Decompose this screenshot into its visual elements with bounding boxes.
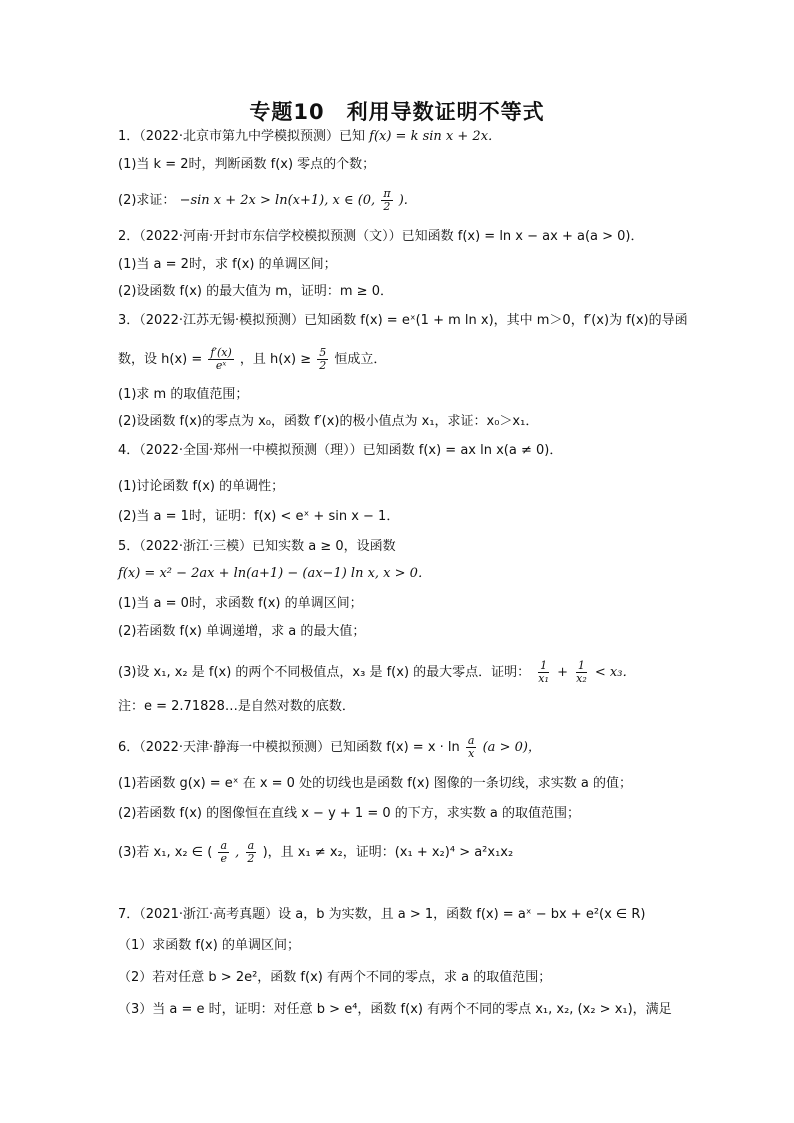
problem-5-part-2: (2)若函数 f(x) 单调递增，求 a 的最大值； (118, 624, 366, 639)
problem-1-text: 1．（2022·北京市第九中学模拟预测）已知 (118, 129, 365, 144)
problem-5-function: f(x) = x² − 2ax + ln(a+1) − (ax−1) ln x, x > 0． (118, 566, 431, 581)
problem-5-part-3 (118, 660, 635, 685)
problem-3-text-mid: ，且 h(x) ≥ (239, 352, 312, 367)
problem-6-stem (118, 735, 541, 760)
problem-5-stem: 5．（2022·浙江·三模）已知实数 a ≥ 0，设函数 (118, 539, 396, 554)
fraction-denominator: e (220, 852, 227, 865)
a-over-e-fraction (218, 840, 229, 865)
fraction-numerator: 1 (577, 659, 585, 672)
problem-4-part-2: (2)当 a = 1时，证明：f(x) < eˣ + sin x − 1． (118, 509, 400, 524)
problem-2-stem: 2．（2022·河南·开封市东信学校模拟预测（文））已知函数 f(x) = ln x − ax + a(a > 0)． (118, 229, 644, 244)
problem-6-part-2: (2)若函数 f(x) 的图像恒在直线 x − y + 1 = 0 的下方，求实数 a 的取值范围； (118, 806, 580, 821)
problem-1-part-2 (118, 188, 408, 213)
problem-7-part-1: （1）求函数 f(x) 的单调区间； (118, 938, 300, 953)
fraction-denominator: 2 (319, 359, 327, 372)
problem-6-text: 6．（2022·天津·静海一中模拟预测）已知函数 f(x) = x · ln (118, 740, 460, 755)
problem-1-part-2-label: (2)求证： (118, 193, 176, 208)
problem-2-part-2: (2)设函数 f(x) 的最大值为 m，证明：m ≥ 0． (118, 284, 393, 299)
fraction-numerator: π (383, 187, 391, 200)
problem-1-stem (118, 128, 501, 146)
pi-over-2-fraction (381, 188, 392, 213)
problem-6-text-tail: (a > 0)， (482, 740, 541, 755)
plus-sign: + (557, 665, 568, 680)
problem-3-part-2: (2)设函数 f(x)的零点为 x₀，函数 f′(x)的极小值点为 x₁，求证：x₀＞x₁． (118, 414, 539, 429)
problem-4-part-1: (1)讨论函数 f(x) 的单调性； (118, 479, 285, 494)
a-over-x-fraction (466, 735, 477, 760)
one-over-x2-fraction (574, 660, 589, 685)
one-over-x1-fraction (536, 660, 551, 685)
problem-1-part-2-tail: ). (398, 193, 408, 208)
problem-1-formula: f(x) = k sin x + 2x． (369, 129, 502, 144)
problem-5-part-1: (1)当 a = 0时，求函数 f(x) 的单调区间； (118, 596, 363, 611)
problem-3-stem-cont (118, 347, 386, 372)
fraction-numerator: a (220, 839, 227, 852)
problem-6-part-3-tail: )，且 x₁ ≠ x₂，证明：(x₁ + x₂)⁴ > a²x₁x₂ (262, 845, 514, 860)
fraction-denominator: x₁ (538, 672, 549, 685)
problem-5-formula (118, 565, 431, 583)
problem-3-stem: 3．（2022·江苏无锡·模拟预测）已知函数 f(x) = eˣ(1 + m ln x)，其中 m＞0，f′(x)为 f(x)的导函 (118, 313, 688, 328)
fraction-numerator: 5 (319, 346, 327, 359)
problem-3-part-1: (1)求 m 的取值范围； (118, 387, 249, 402)
problem-1-part-1: (1)当 k = 2时，判断函数 f(x) 零点的个数； (118, 157, 376, 172)
problem-7-stem: 7．（2021·浙江·高考真题）设 a，b 为实数，且 a > 1，函数 f(x) = aˣ − bx + e²(x ∈ R) (118, 907, 646, 922)
fraction-denominator: eˣ (215, 359, 227, 372)
problem-6-part-1: (1)若函数 g(x) = eˣ 在 x = 0 处的切线也是函数 f(x) 图像的一条切线，求实数 a 的值； (118, 776, 632, 791)
page-title: 专题10 利用导数证明不等式 (249, 100, 545, 124)
problem-6-part-3 (118, 840, 513, 865)
problem-3-text: 数，设 h(x) = (118, 352, 203, 367)
a-over-2-fraction (245, 840, 256, 865)
fraction-numerator: a (247, 839, 255, 852)
fraction-numerator: 1 (540, 659, 548, 672)
problem-1-part-2-formula: −sin x + 2x > ln(x+1), x ∈ (0, (179, 193, 376, 208)
problem-2-part-1: (1)当 a = 2时，求 f(x) 的单调区间； (118, 257, 337, 272)
problem-5-part-3-tail: < x₃． (594, 665, 636, 680)
problem-5-note: 注：e = 2.71828…是自然对数的底数． (118, 699, 355, 714)
five-halves-fraction (317, 347, 328, 372)
fraction-denominator: 2 (247, 852, 255, 865)
fraction-numerator: a (467, 734, 475, 747)
derivative-over-exp-fraction (208, 347, 233, 372)
fraction-denominator: 2 (383, 200, 391, 213)
problem-7-part-2: （2）若对任意 b > 2e²，函数 f(x) 有两个不同的零点，求 a 的取值范围； (118, 970, 552, 985)
problem-6-part-3-text: (3)若 x₁, x₂ ∈ ( (118, 845, 213, 860)
problem-4-stem: 4．（2022·全国·郑州一中模拟预测（理））已知函数 f(x) = ax ln x(a ≠ 0)． (118, 443, 563, 458)
fraction-denominator: x (468, 747, 475, 760)
problem-5-part-3-text: (3)设 x₁, x₂ 是 f(x) 的两个不同极值点，x₃ 是 f(x) 的最大零点．证明： (118, 665, 531, 680)
problem-7-part-3: （3）当 a = e 时，证明：对任意 b > e⁴，函数 f(x) 有两个不同的零点 x₁, x₂, (x₂ > x₁)，满足 (118, 1002, 672, 1017)
fraction-numerator: f′(x) (210, 346, 232, 359)
comma: , (235, 845, 240, 860)
problem-3-text-tail: 恒成立． (334, 352, 387, 367)
fraction-denominator: x₂ (576, 672, 587, 685)
